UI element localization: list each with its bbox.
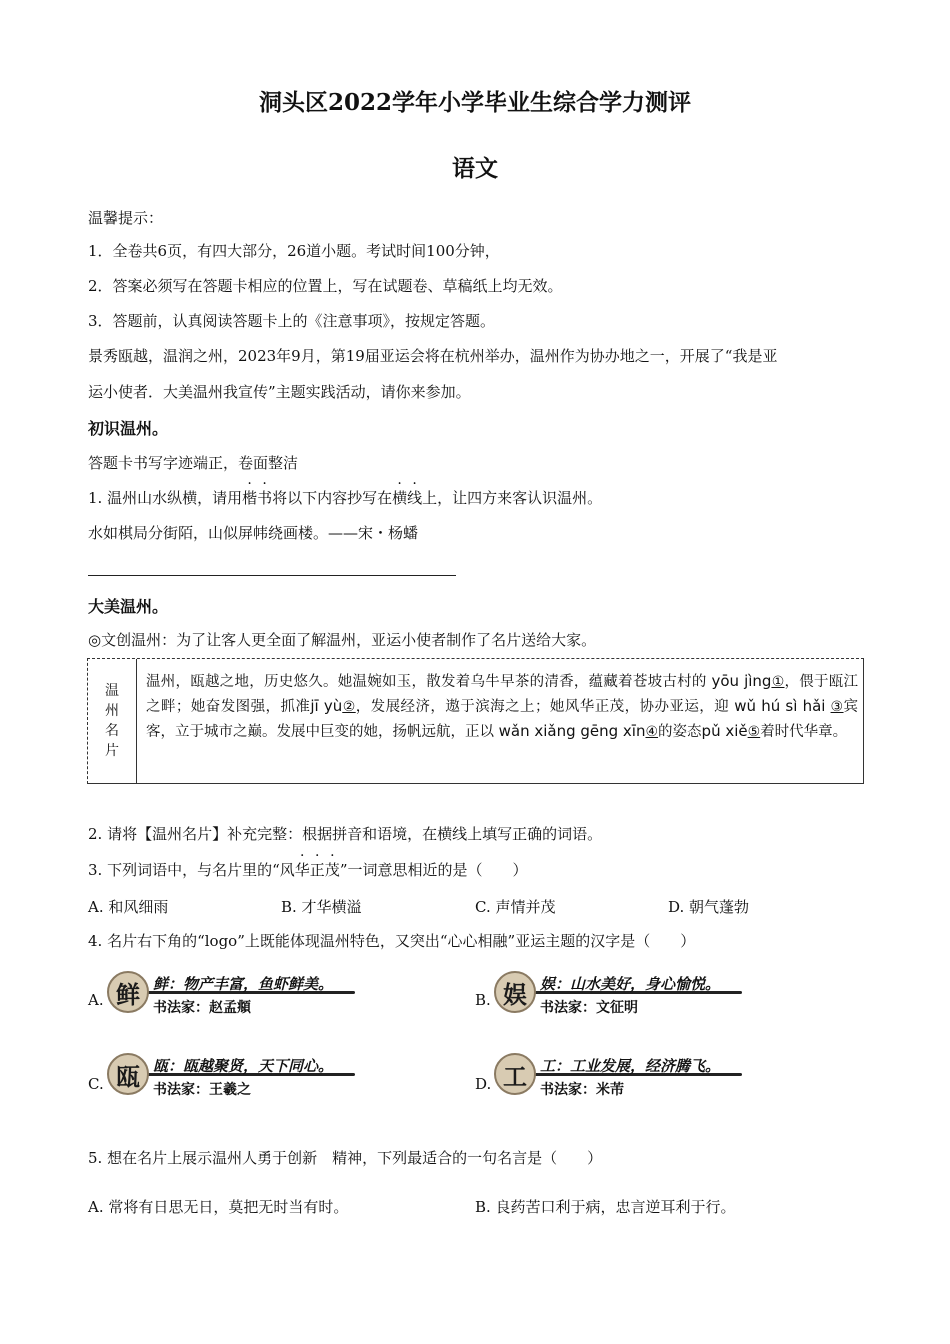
blank-marker[interactable]: ③ [830, 699, 844, 715]
option-a[interactable]: A. 和风细雨 [88, 898, 169, 916]
option-d[interactable]: D. [475, 1075, 492, 1093]
pinyin: jī yù [310, 697, 343, 715]
seal-character: 娱 [494, 971, 536, 1013]
emphasis-char: 茂 [324, 861, 340, 879]
question-1: 1. 温州山水纵横，请用楷书将以下内容抄写在横线上，让四方来客认识温州。 [88, 489, 603, 507]
seal-character: 瓯 [107, 1053, 149, 1095]
seal-character: 工 [494, 1053, 536, 1095]
option-b[interactable]: B. 良药苦口利于病，忠言逆耳利于行。 [475, 1198, 736, 1216]
blank-marker[interactable]: ⑤ [747, 724, 761, 740]
emphasis-char: 华 [294, 861, 310, 879]
question-3: 3. 下列词语中，与名片里的“风华正茂”一词意思相近的是（ ） [88, 861, 528, 879]
answer-line[interactable] [88, 575, 456, 576]
tip-item: 2．答案必须写在答题卡相应的位置上，写在试题卷、草稿纸上均无效。 [88, 277, 563, 295]
pinyin: wǔ hú sì hǎi [734, 697, 826, 715]
seal-character: 鲜 [107, 971, 149, 1013]
writing-note: 答题卡书写字迹端正，卷面整洁 [88, 454, 299, 472]
option-c[interactable]: C. 声情并茂 [475, 898, 556, 916]
option-c[interactable]: C. [88, 1075, 104, 1093]
poem-line: 水如棋局分街陌，山似屏帏绕画楼。——宋・杨蟠 [88, 524, 419, 542]
question-5: 5. 想在名片上展示温州人勇于创新 精神，下列最适合的一句名言是（ ） [88, 1149, 603, 1167]
wenzhou-card [87, 658, 864, 784]
blank-marker[interactable]: ④ [645, 724, 659, 740]
pinyin: pǔ xiě [701, 722, 748, 740]
option-d[interactable]: D. 朝气蓬勃 [668, 898, 750, 916]
option-a[interactable]: A. [88, 991, 104, 1009]
question-4: 4. 名片右下角的“logo”上既能体现温州特色，又突出“心心相融”亚运主题的汉字是（ ） [88, 932, 696, 950]
section-heading: 大美温州。 [88, 597, 169, 616]
emphasis-char: 横 [392, 489, 408, 507]
card-text: 温州，瓯越之地，历史悠久。她温婉如玉，散发着乌牛早茶的清香，蕴藏着苍坡古村的 yōu jìng①，偎于瓯江之畔；她奋发图强，抓准jī yù②，发展经济，遨于滨海之上；她风华正茂，协办亚运，迎 wǔ hú sì hǎi ③宾客，立于城市之巅。发展中巨变的她，扬帆远航，正以 wǎn xiǎng gēng xīn④的姿态pǔ xiě⑤着时代华章。 [146, 672, 859, 740]
question-2: 2. 请将【温州名片】补充完整：根据拼音和语境，在横线上填写正确的词语。 [88, 825, 603, 843]
tip-item: 3．答题前，认真阅读答题卡上的《注意事项》，按规定答题。 [88, 312, 496, 330]
emphasis-char: 线 [407, 489, 423, 507]
pinyin: wǎn xiǎng gēng xīn [498, 722, 646, 740]
emphasis-char: 楷 [242, 489, 258, 507]
card-label: 温 州 名 片 [88, 659, 137, 783]
blank-marker[interactable]: ① [771, 674, 785, 690]
option-b[interactable]: B. [475, 991, 491, 1009]
logo-option-a[interactable]: 鲜 鲜：物产丰富，鱼虾鲜美。 书法家：赵孟頫 [107, 971, 367, 1021]
option-b[interactable]: B. 才华横溢 [281, 898, 362, 916]
intro-line: 运小使者．大美温州我宣传”主题实践活动，请你来参加。 [88, 383, 471, 401]
section-heading: 初识温州。 [88, 419, 169, 438]
emphasis-char: 书 [257, 489, 273, 507]
pinyin: yōu jìng [711, 672, 772, 690]
section-intro: ◎文创温州：为了让客人更全面了解温州，亚运小使者制作了名片送给大家。 [88, 631, 597, 649]
emphasis-char: 正 [309, 861, 325, 879]
intro-line: 景秀瓯越，温润之州，2023年9月，第19届亚运会将在杭州举办，温州作为协办地之一，开展了“我是亚 [88, 347, 778, 365]
tips-heading: 温馨提示： [88, 209, 164, 227]
option-a[interactable]: A. 常将有日思无日，莫把无时当有时。 [88, 1198, 349, 1216]
tip-item: 1．全卷共6页，有四大部分，26道小题。考试时间100分钟， [88, 242, 500, 260]
logo-option-c[interactable]: 瓯 瓯：瓯越聚贤，天下同心。 书法家：王羲之 [107, 1053, 367, 1103]
logo-option-d[interactable]: 工 工：工业发展，经济腾飞。 书法家：米芾 [494, 1053, 754, 1103]
blank-marker[interactable]: ② [342, 699, 356, 715]
subject-title: 语文 [452, 155, 498, 182]
logo-option-b[interactable]: 娱 娱：山水美好，身心愉悦。 书法家：文征明 [494, 971, 754, 1021]
exam-title: 洞头区2022学年小学毕业生综合学力测评 [258, 89, 691, 116]
